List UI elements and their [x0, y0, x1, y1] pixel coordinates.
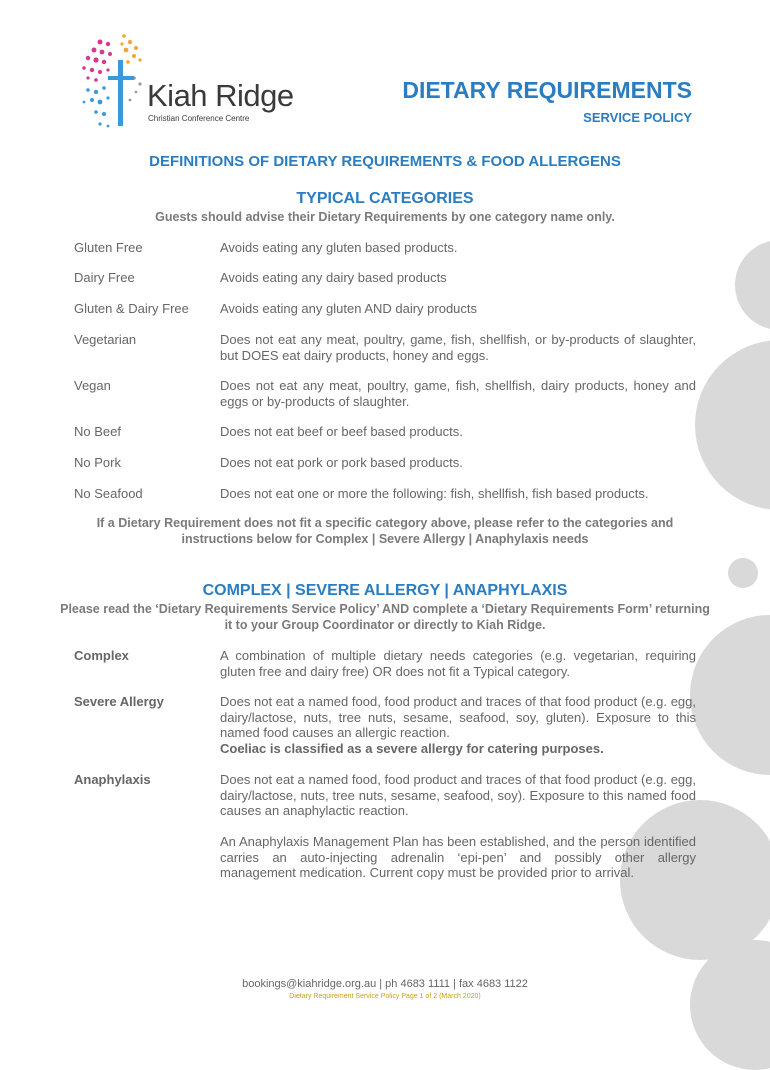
coeliac-note: Coeliac is classified as a severe allergy for catering purposes.: [220, 740, 604, 756]
category-description: Does not eat one or more the following: fish, shellfish, fish based products.: [220, 486, 649, 501]
severe-allergy-text: Does not eat a named food, food product and traces of that food product (e.g. egg, dairy/lactose, nuts, tree nuts, sesame, seafood, soy, gluten). Exposure to this named food causes an allergic reaction.: [220, 694, 696, 740]
document-title: DIETARY REQUIREMENTS: [402, 77, 692, 103]
anaphylaxis-plan-text: An Anaphylaxis Management Plan has been established, and the person identified carries an auto-injecting adrenalin ‘epi-pen’ and possibly other allergy management medication. Current copy must be provided prior to arrival.: [220, 834, 696, 880]
category-description: Avoids eating any gluten AND dairy products: [220, 301, 478, 316]
category-term: Vegan: [74, 378, 111, 393]
category-term: Complex: [74, 648, 129, 663]
logo-mark-icon: [78, 30, 148, 140]
footer-page-number: Dietary Requirement Service Policy Page 1 of 2 (March 2020): [289, 993, 481, 1000]
category-term: Vegetarian: [74, 332, 137, 347]
complex-section-heading: COMPLEX | SEVERE ALLERGY | ANAPHYLAXIS: [202, 582, 568, 599]
main-heading: DEFINITIONS OF DIETARY REQUIREMENTS & FOOD ALLERGENS: [149, 153, 621, 170]
decor-circle: [690, 615, 770, 775]
category-description: Avoids eating any gluten based products.: [220, 240, 458, 255]
category-term: No Beef: [74, 424, 121, 439]
complex-instruction: Please read the ‘Dietary Requirements Service Policy’ AND complete a ‘Dietary Requirements Form’ returning it to your Group Coordinator or directly to Kiah Ridge.: [60, 602, 710, 632]
category-description: Does not eat any meat, poultry, game, fish, shellfish, or by-products of slaughter, but DOES eat dairy products, honey and eggs.: [220, 332, 696, 363]
decor-circle: [695, 340, 770, 510]
category-description: Does not eat any meat, poultry, game, fish, shellfish, dairy products, honey and eggs or by-products of slaughter.: [220, 378, 696, 409]
category-term: No Pork: [74, 455, 121, 470]
category-description: [220, 694, 696, 756]
typical-note: If a Dietary Requirement does not fit a specific category above, please refer to the categories and instructions below for Complex | Severe Allergy | Anaphylaxis needs: [96, 516, 674, 546]
category-description: Does not eat pork or pork based products.: [220, 455, 463, 470]
category-term: Severe Allergy: [74, 694, 164, 709]
typical-categories-heading: TYPICAL CATEGORIES: [296, 190, 474, 207]
category-term: No Seafood: [74, 486, 143, 501]
category-description: Does not eat a named food, food product and traces of that food product (e.g. egg, dairy/lactose, nuts, tree nuts, sesame, seafood, soy). Exposure to this named food causes an anaphylactic reaction.: [220, 772, 696, 818]
typical-instruction: Guests should advise their Dietary Requirements by one category name only.: [155, 210, 615, 224]
category-term: Anaphylaxis: [74, 772, 151, 787]
brand-name: Kiah Ridge: [147, 78, 294, 113]
category-description: A combination of multiple dietary needs categories (e.g. vegetarian, requiring gluten free and dairy free) OR does not fit a Typical category.: [220, 648, 696, 679]
category-term: Gluten & Dairy Free: [74, 301, 189, 316]
category-term: Gluten Free: [74, 240, 143, 255]
category-description: Does not eat beef or beef based products.: [220, 424, 463, 439]
footer-contact: bookings@kiahridge.org.au | ph 4683 1111 | fax 4683 1122: [242, 978, 528, 990]
document-subtitle: SERVICE POLICY: [583, 110, 692, 125]
category-description: Avoids eating any dairy based products: [220, 270, 447, 285]
decor-circle: [735, 240, 770, 330]
category-term: Dairy Free: [74, 270, 135, 285]
brand-tagline: Christian Conference Centre: [148, 114, 250, 123]
